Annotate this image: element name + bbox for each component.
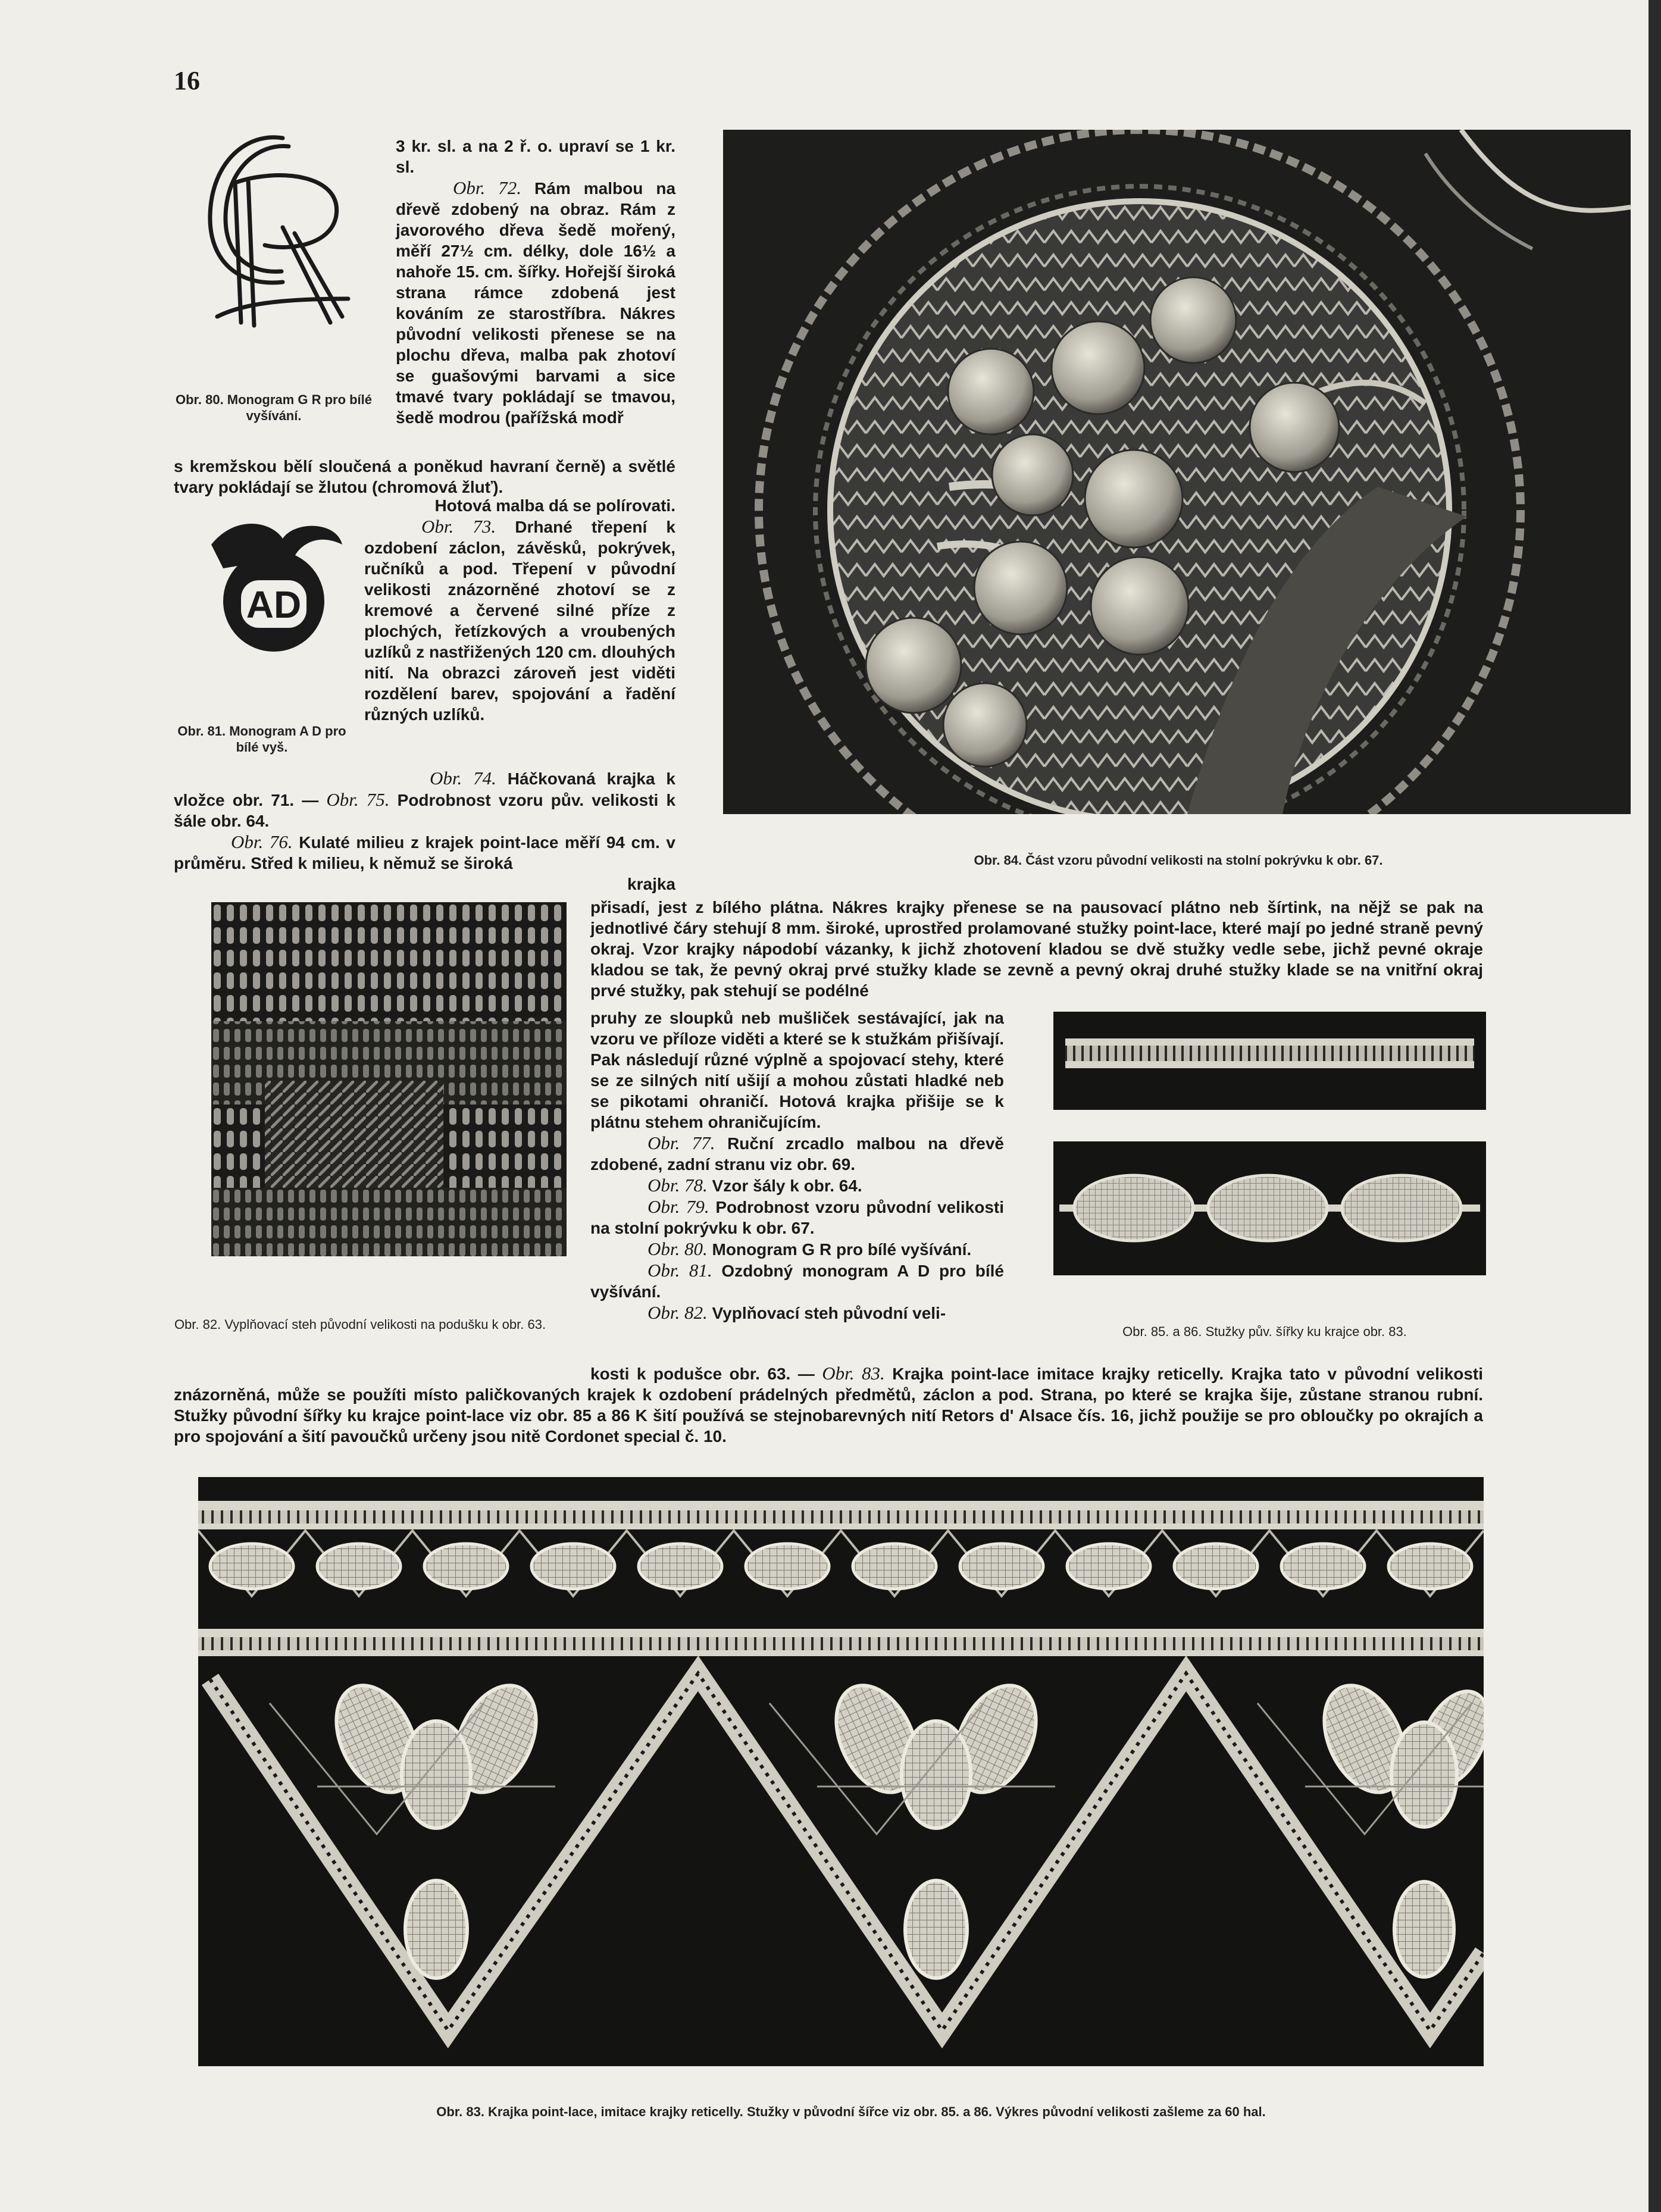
obr-82-text: Vyplňovací steh původní veli- xyxy=(712,1304,946,1322)
obr-82-paragraph xyxy=(590,1302,1004,1324)
fig81-monogram-letters: AD xyxy=(246,583,302,626)
fig84-embroidery-photo xyxy=(723,130,1631,814)
bottom-text-start: kosti k podušce obr. 63. — xyxy=(590,1365,815,1383)
mid-column-paragraph: pruhy ze sloupků neb mušliček sestávající, jak na vzoru ve příloze viděti a které se k stužkám přišívají. Pak následují různé výplně a spojovací stehy, které se ze silných nití ušijí a mohou zůstati hladké neb se pikotami ohraničí. Hotová krajka přišije se k plátnu stehem ohraničujícím. xyxy=(590,1009,1004,1131)
obr-73-label: Obr. 73. xyxy=(421,516,496,537)
text-mid-column xyxy=(590,1008,1004,1324)
col-paragraph-2-text: Rám malbou na dřevě zdobený na obraz. Rám z javorového dřeva šedě mořený, měří 27½ cm. délky, dole 16½ a nahoře 15. cm. šířky. Hořejší široká strana rámce zdobená jest kováním ze starostříbra. Nákres původní velikosti přenese se na plochu dřeva, malba pak zhotoví se guašovými barvami a sice tmavé tvary pokládají se tmavou, šedě modrou (pařížská modř xyxy=(396,179,676,427)
obr-76-paragraph xyxy=(174,831,675,874)
obr-81-label: Obr. 81. xyxy=(647,1260,712,1281)
fig81-monogram-ad xyxy=(199,515,348,658)
page-edge xyxy=(1649,0,1661,2212)
obr-74-75-paragraph xyxy=(174,768,675,831)
obr-80-label: Obr. 80. xyxy=(647,1238,708,1259)
obr-79-label: Obr. 79. xyxy=(647,1196,709,1217)
obr-78-text: Vzor šály k obr. 64. xyxy=(712,1177,862,1195)
obr-74-text: Háčkovaná krajka k vložce obr. 71. — xyxy=(174,769,675,809)
obr-77-paragraph xyxy=(590,1132,1004,1175)
obr-80-text: Monogram G R pro bílé vyšívání. xyxy=(712,1240,972,1259)
obr-72-label: Obr. 72. xyxy=(453,177,522,198)
text-mid-wide: přisadí, jest z bílého plátna. Nákres krajky přenese se na pausovací plátno neb šírtink, na nějž se pak na jednotlivé čáry stehují 8 mm. široké, uprostřed prolamované stužky point-lace, které mají po jedné straně pevný okraj. Vzor krajky nápodobí vázanky, k jichž zhotovení kladou se dvě stužky vedle sebe, jichž pevné okraje kladou se tak, že pevný okraj prvé stužky klade se zevně a pevný okraj druhé stužky klade se na vnitřní okraj prvé stužky, pak stehují se podélné xyxy=(590,898,1483,1000)
obr-77-label: Obr. 77. xyxy=(647,1132,715,1153)
obr-82-label: Obr. 82. xyxy=(647,1302,708,1323)
text-column-top xyxy=(396,136,675,428)
obr-78-label: Obr. 78. xyxy=(647,1175,708,1196)
text-wide-a: s kremžskou bělí sloučená a poněkud havraní černě) a světlé tvary pokládají se žlutou (chromová žluť). xyxy=(174,457,675,496)
obr-78-paragraph xyxy=(590,1175,1004,1196)
obr-79-text: Podrobnost vzoru původní velikosti na stolní pokrývku k obr. 67. xyxy=(590,1198,1005,1237)
fig81-caption: Obr. 81. Monogram A D pro bílé vyš. xyxy=(177,724,346,755)
fig86-ribbon-photo xyxy=(1053,1141,1486,1275)
obr-75-label: Obr. 75. xyxy=(326,789,390,810)
text-column-mid xyxy=(364,495,675,725)
fig83-lace-photo xyxy=(198,1477,1484,2066)
fig84-caption: Obr. 84. Část vzoru původní velikosti na stolní pokrývku k obr. 67. xyxy=(974,853,1383,868)
col-paragraph-2 xyxy=(396,177,675,428)
obr-80-paragraph xyxy=(590,1238,1004,1260)
fig82-stitch-photo xyxy=(211,902,567,1256)
col2-line: Hotová malba dá se polírovati. xyxy=(434,496,675,515)
obr-76-text: Kulaté milieu z krajek point-lace měří 94 cm. v průměru. Střed k milieu, k němuž se široká xyxy=(174,833,675,872)
obr-83-label: Obr. 83. xyxy=(822,1363,885,1384)
obr-81-paragraph xyxy=(590,1260,1004,1302)
fig80-monogram-gr xyxy=(193,126,366,352)
obr-83-paragraph xyxy=(174,1363,1483,1447)
col-paragraph-1: 3 kr. sl. a na 2 ř. o. upraví se 1 kr. sl. xyxy=(396,137,675,176)
obr-75-text: Podrobnost vzoru pův. velikosti k šále obr. 64. xyxy=(174,791,676,830)
obr-73-text: Drhané třepení k ozdobení záclon, závěsků, pokrývek, ručníků a pod. Třepení v původní velikosti znázorněné zhotoví se z kremové a červené silné příze z plochých, řetízkových a vroubených uzlíků z nastřižených 120 cm. dlouhých nití. Na obrazci zároveň jest viděti rozdělení barev, spojování a řadění různých uzlíků. xyxy=(364,518,675,724)
bottom-text: Krajka point-lace imitace krajky reticelly. Krajka tato v původní velikosti znázorněná, může se použíti místo paličkovaných krajek k ozdobení prádelných předmětů, záclon a pod. Strana, po které se krajka šije, zůstane stranou rubní. Stužky původní šířky ku krajce point-lace viz obr. 85 a 86 K šití používá se stejnobarevných nití Retors d' Alsace čís. 16, jichž použije se pro obloučky po okrajích a pro spojování a šití pavoučků určeny jsou nitě Cordonet special č. 10. xyxy=(174,1365,1484,1446)
text-bottom xyxy=(174,1363,1483,1447)
fig83-caption: Obr. 83. Krajka point-lace, imitace krajky reticelly. Stužky v původní šířce viz obr. 85. a 86. Výkres původní velikosti zašleme za 60 hal. xyxy=(436,2104,1266,2119)
fig85-ribbon-photo xyxy=(1053,1012,1486,1110)
page-number: 16 xyxy=(174,66,200,95)
obr-79-paragraph xyxy=(590,1196,1004,1238)
fig82-caption: Obr. 82. Vyplňovací steh původní velikosti na podušku k obr. 63. xyxy=(174,1317,546,1332)
fig80-caption: Obr. 80. Monogram G R pro bílé vyšívání. xyxy=(175,392,373,423)
obr-76-end: krajka xyxy=(627,875,675,893)
obr-76-label: Obr. 76. xyxy=(231,831,293,852)
obr-74-label: Obr. 74. xyxy=(430,768,496,789)
obr-81-text: Ozdobný monogram A D pro bílé vyšívání. xyxy=(590,1262,1005,1301)
text-obr74-76 xyxy=(174,768,675,894)
fig85-86-caption: Obr. 85. a 86. Stužky pův. šířky ku krajce obr. 83. xyxy=(1122,1324,1407,1339)
obr-77-text: Ruční zrcadlo malbou na dřevě zdobené, zadní stranu viz obr. 69. xyxy=(590,1134,1005,1174)
obr-73-paragraph xyxy=(364,516,675,725)
